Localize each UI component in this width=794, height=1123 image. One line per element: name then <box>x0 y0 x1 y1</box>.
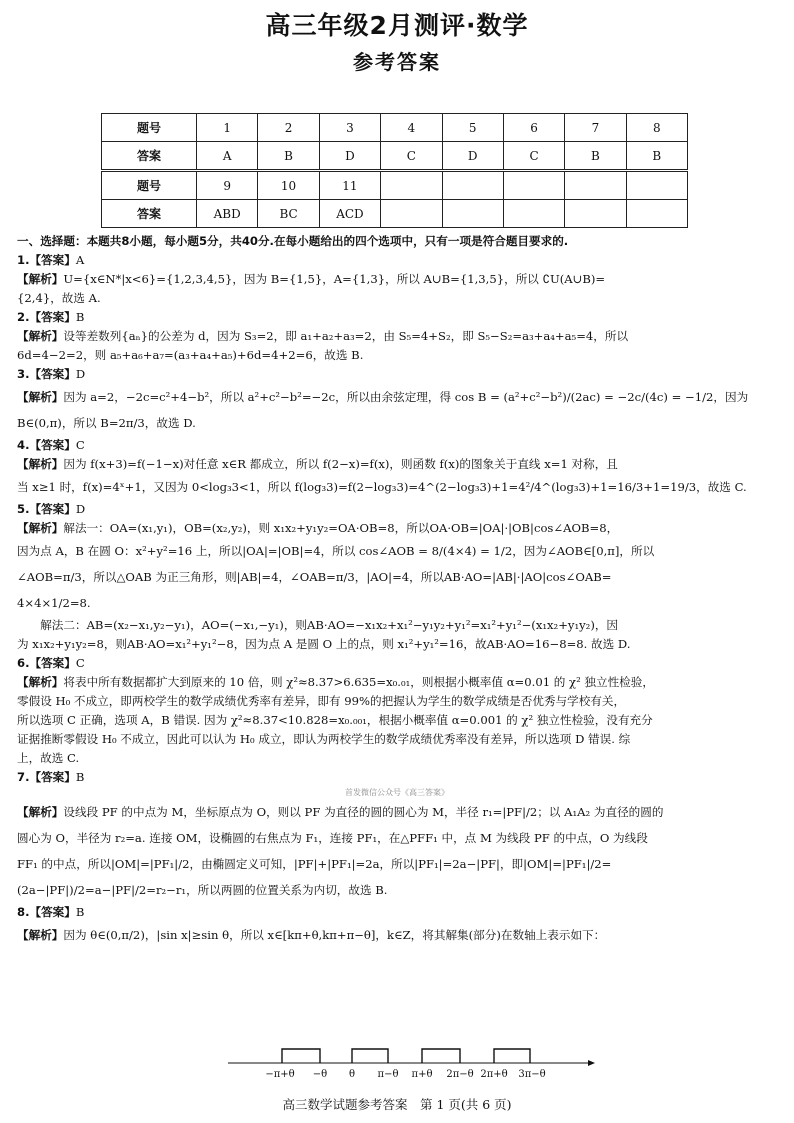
tick-label: π+θ <box>411 1069 433 1080</box>
table-cell <box>381 171 442 200</box>
answer-line: 5.【答案】D <box>17 502 86 516</box>
tick-label: −π+θ <box>265 1069 295 1080</box>
explanation-line: 上，故选 C. <box>17 751 80 765</box>
page-footer: 高三数学试题参考答案 第 1 页(共 6 页) <box>282 1097 512 1112</box>
page-title: 高三年级2月测评·数学 <box>265 11 529 40</box>
tick-label: 3π−θ <box>518 1069 546 1080</box>
tick-label: θ <box>348 1069 356 1080</box>
explanation-line: 解法二：AB=(x₂−x₁,y₂−y₁)，AO=(−x₁,−y₁)，则AB·AO=−x₁x₂+x₁²−y₁y₂+y₁²=x₁²+y₁²−(x₁x₂+y₁y₂)，因 <box>40 618 619 632</box>
page-subtitle: 参考答案 <box>353 50 441 74</box>
answer-line: 3.【答案】D <box>17 367 86 381</box>
explanation-line: 因为点 A，B 在圆 O：x²+y²=16 上，所以|OA|=|OB|=4，所以 cos∠AOB = 8/(4×4) = 1/2，因为∠AOB∈[0,π]，所以 <box>17 544 655 558</box>
table-cell <box>442 200 503 228</box>
explanation-line: FF₁ 的中点，所以|OM|=|PF₁|/2，由椭圆定义可知，|PF|+|PF₁|=2a，所以|PF₁|=2a−|PF|，即|OM|=|PF₁|/2= <box>17 857 612 871</box>
interval-bracket <box>352 1049 388 1063</box>
table-header-cell: 答案 <box>102 200 197 228</box>
answer-table <box>101 113 688 228</box>
answer-line: 1.【答案】A <box>17 253 85 267</box>
table-cell: BC <box>258 200 319 228</box>
explanation: 【解析】U={x∈N*|x<6}={1,2,3,4,5}，因为 B={1,5}，A={1,3}，所以 A∪B={1,3,5}，所以 ∁U(A∪B)= <box>17 272 606 286</box>
explanation-line: {2,4}，故选 A. <box>17 291 101 305</box>
table-cell: 7 <box>565 114 626 142</box>
explanation-line: 为 x₁x₂+y₁y₂=8，则AB·AO=x₁²+y₁²−8，因为点 A 是圆 O 上的点，则 x₁²+y₁²=16，故AB·AO=16−8=8. 故选 D. <box>17 637 631 651</box>
table-cell: B <box>565 142 626 171</box>
explanation-line: 圆心为 O，半径为 r₂=a. 连接 OM，设椭圆的右焦点为 F₁，连接 PF₁，在△PFF₁ 中，点 M 为线段 PF 的中点，O 为线段 <box>17 831 648 845</box>
table-row <box>102 114 688 142</box>
table-header-cell: 题号 <box>102 171 197 200</box>
table-cell <box>442 171 503 200</box>
table-row <box>102 171 688 200</box>
explanation-line: 4×4×1/2=8. <box>17 596 91 610</box>
table-cell: A <box>197 142 258 171</box>
table-cell <box>565 200 626 228</box>
explanation: 【解析】设线段 PF 的中点为 M，坐标原点为 O，则以 PF 为直径的圆的圆心为 M，半径 r₁=|PF|/2；以 A₁A₂ 为直径的圆的 <box>17 805 664 819</box>
tick-label: π−θ <box>377 1069 399 1080</box>
table-cell: C <box>381 142 442 171</box>
table-cell: 6 <box>503 114 564 142</box>
table-cell: ABD <box>197 200 258 228</box>
table-cell: 11 <box>319 171 380 200</box>
table-cell: 4 <box>381 114 442 142</box>
table-cell: B <box>626 142 687 171</box>
explanation: 【解析】解法一：OA=(x₁,y₁)，OB=(x₂,y₂)，则 x₁x₂+y₁y₂=OA·OB=8，所以OA·OB=|OA|·|OB|cos∠AOB=8， <box>17 521 619 535</box>
explanation: 【解析】将表中所有数据都扩大到原来的 10 倍，则 χ²≈8.37>6.635=x₀.₀₁，则根据小概率值 α=0.01 的 χ² 独立性检验， <box>17 675 654 689</box>
table-cell: 8 <box>626 114 687 142</box>
explanation-line: 零假设 H₀ 不成立，即两校学生的数学成绩优秀率有差异，即有 99%的把握认为学生的数学成绩是否优秀与学校有关， <box>17 694 626 708</box>
table-cell: B <box>258 142 319 171</box>
table-row <box>102 142 688 171</box>
table-cell: 3 <box>319 114 380 142</box>
explanation-line: 6d=4−2=2，则 a₅+a₆+a₇=(a₃+a₄+a₅)+6d=4+2=6，故选 B. <box>17 348 364 362</box>
table-cell: 2 <box>258 114 319 142</box>
explanation: 【解析】因为 f(x+3)=f(−1−x)对任意 x∈R 都成立，所以 f(2−x)=f(x)，则函数 f(x)的图象关于直线 x=1 对称，且 <box>17 457 618 471</box>
explanation: 【解析】因为 θ∈(0,π/2)，|sin x|≥sin θ，所以 x∈[kπ+θ,kπ+π−θ]，k∈Z，将其解集(部分)在数轴上表示如下： <box>17 928 606 942</box>
interval-bracket <box>494 1049 530 1063</box>
table-cell: D <box>442 142 503 171</box>
table-cell <box>565 171 626 200</box>
table-cell: 5 <box>442 114 503 142</box>
solutions <box>17 232 777 948</box>
explanation-line: ∠AOB=π/3，所以△OAB 为正三角形，则|AB|=4，∠OAB=π/3，|AO|=4，所以AB·AO=|AB|·|AO|cos∠OAB= <box>17 570 612 584</box>
table-cell: 9 <box>197 171 258 200</box>
section-heading: 一、选择题：本题共8小题，每小题5分，共40分.在每小题给出的四个选项中，只有一项是符合题目要求的. <box>17 234 569 248</box>
answer-line: 4.【答案】C <box>17 438 85 452</box>
table-cell: 10 <box>258 171 319 200</box>
explanation-line: 证据推断零假设 H₀ 不成立，因此可以认为 H₀ 成立，即认为两校学生的数学成绩优秀率没有差异，所以选项 D 错误. 综 <box>17 732 631 746</box>
tick-label: −θ <box>312 1069 328 1080</box>
table-cell: ACD <box>319 200 380 228</box>
explanation-line: B∈(0,π)，所以 B=2π/3，故选 D. <box>17 416 196 430</box>
watermark: 首发微信公众号《高三答案》 <box>345 788 449 797</box>
table-cell <box>503 171 564 200</box>
answer-line: 6.【答案】C <box>17 656 85 670</box>
interval-bracket <box>282 1049 320 1063</box>
arrow-icon <box>588 1060 595 1066</box>
explanation-line: 所以选项 C 正确，选项 A，B 错误. 因为 χ²≈8.37<10.828=x₀.₀₀₁，根据小概率值 α=0.001 的 χ² 独立性检验，没有充分 <box>17 713 653 727</box>
table-cell <box>626 171 687 200</box>
table-row <box>102 200 688 228</box>
table-cell <box>626 200 687 228</box>
table-cell <box>381 200 442 228</box>
tick-label: 2π−θ <box>446 1069 474 1080</box>
answer-line: 7.【答案】B <box>17 770 85 784</box>
explanation: 【解析】设等差数列{aₙ}的公差为 d，因为 S₃=2，即 a₁+a₂+a₃=2，由 S₅=4+S₂，即 S₅−S₂=a₃+a₄+a₅=4，所以 <box>17 329 629 343</box>
table-header-cell: 答案 <box>102 142 197 171</box>
table-cell: D <box>319 142 380 171</box>
number-line <box>226 1046 596 1080</box>
explanation-line: (2a−|PF|)/2=a−|PF|/2=r₂−r₁，所以两圆的位置关系为内切，故选 B. <box>17 883 388 897</box>
table-cell: 1 <box>197 114 258 142</box>
explanation-line: 当 x≥1 时，f(x)=4ˣ+1，又因为 0<log₃3<1，所以 f(log₃3)=f(2−log₃3)=4^(2−log₃3)+1=4²/4^(log₃3)+1=16/3+1=19/3，故选 C. <box>17 480 747 494</box>
interval-bracket <box>422 1049 460 1063</box>
table-header-cell: 题号 <box>102 114 197 142</box>
explanation: 【解析】因为 a=2，−2c=c²+4−b²，所以 a²+c²−b²=−2c，所以由余弦定理，得 cos B = (a²+c²−b²)/(2ac) = −2c/(4c) = −1/2，因为 <box>17 390 749 404</box>
table-cell: C <box>503 142 564 171</box>
table-cell <box>503 200 564 228</box>
answer-line: 8.【答案】B <box>17 905 85 919</box>
tick-label: 2π+θ <box>480 1069 508 1080</box>
answer-line: 2.【答案】B <box>17 310 85 324</box>
